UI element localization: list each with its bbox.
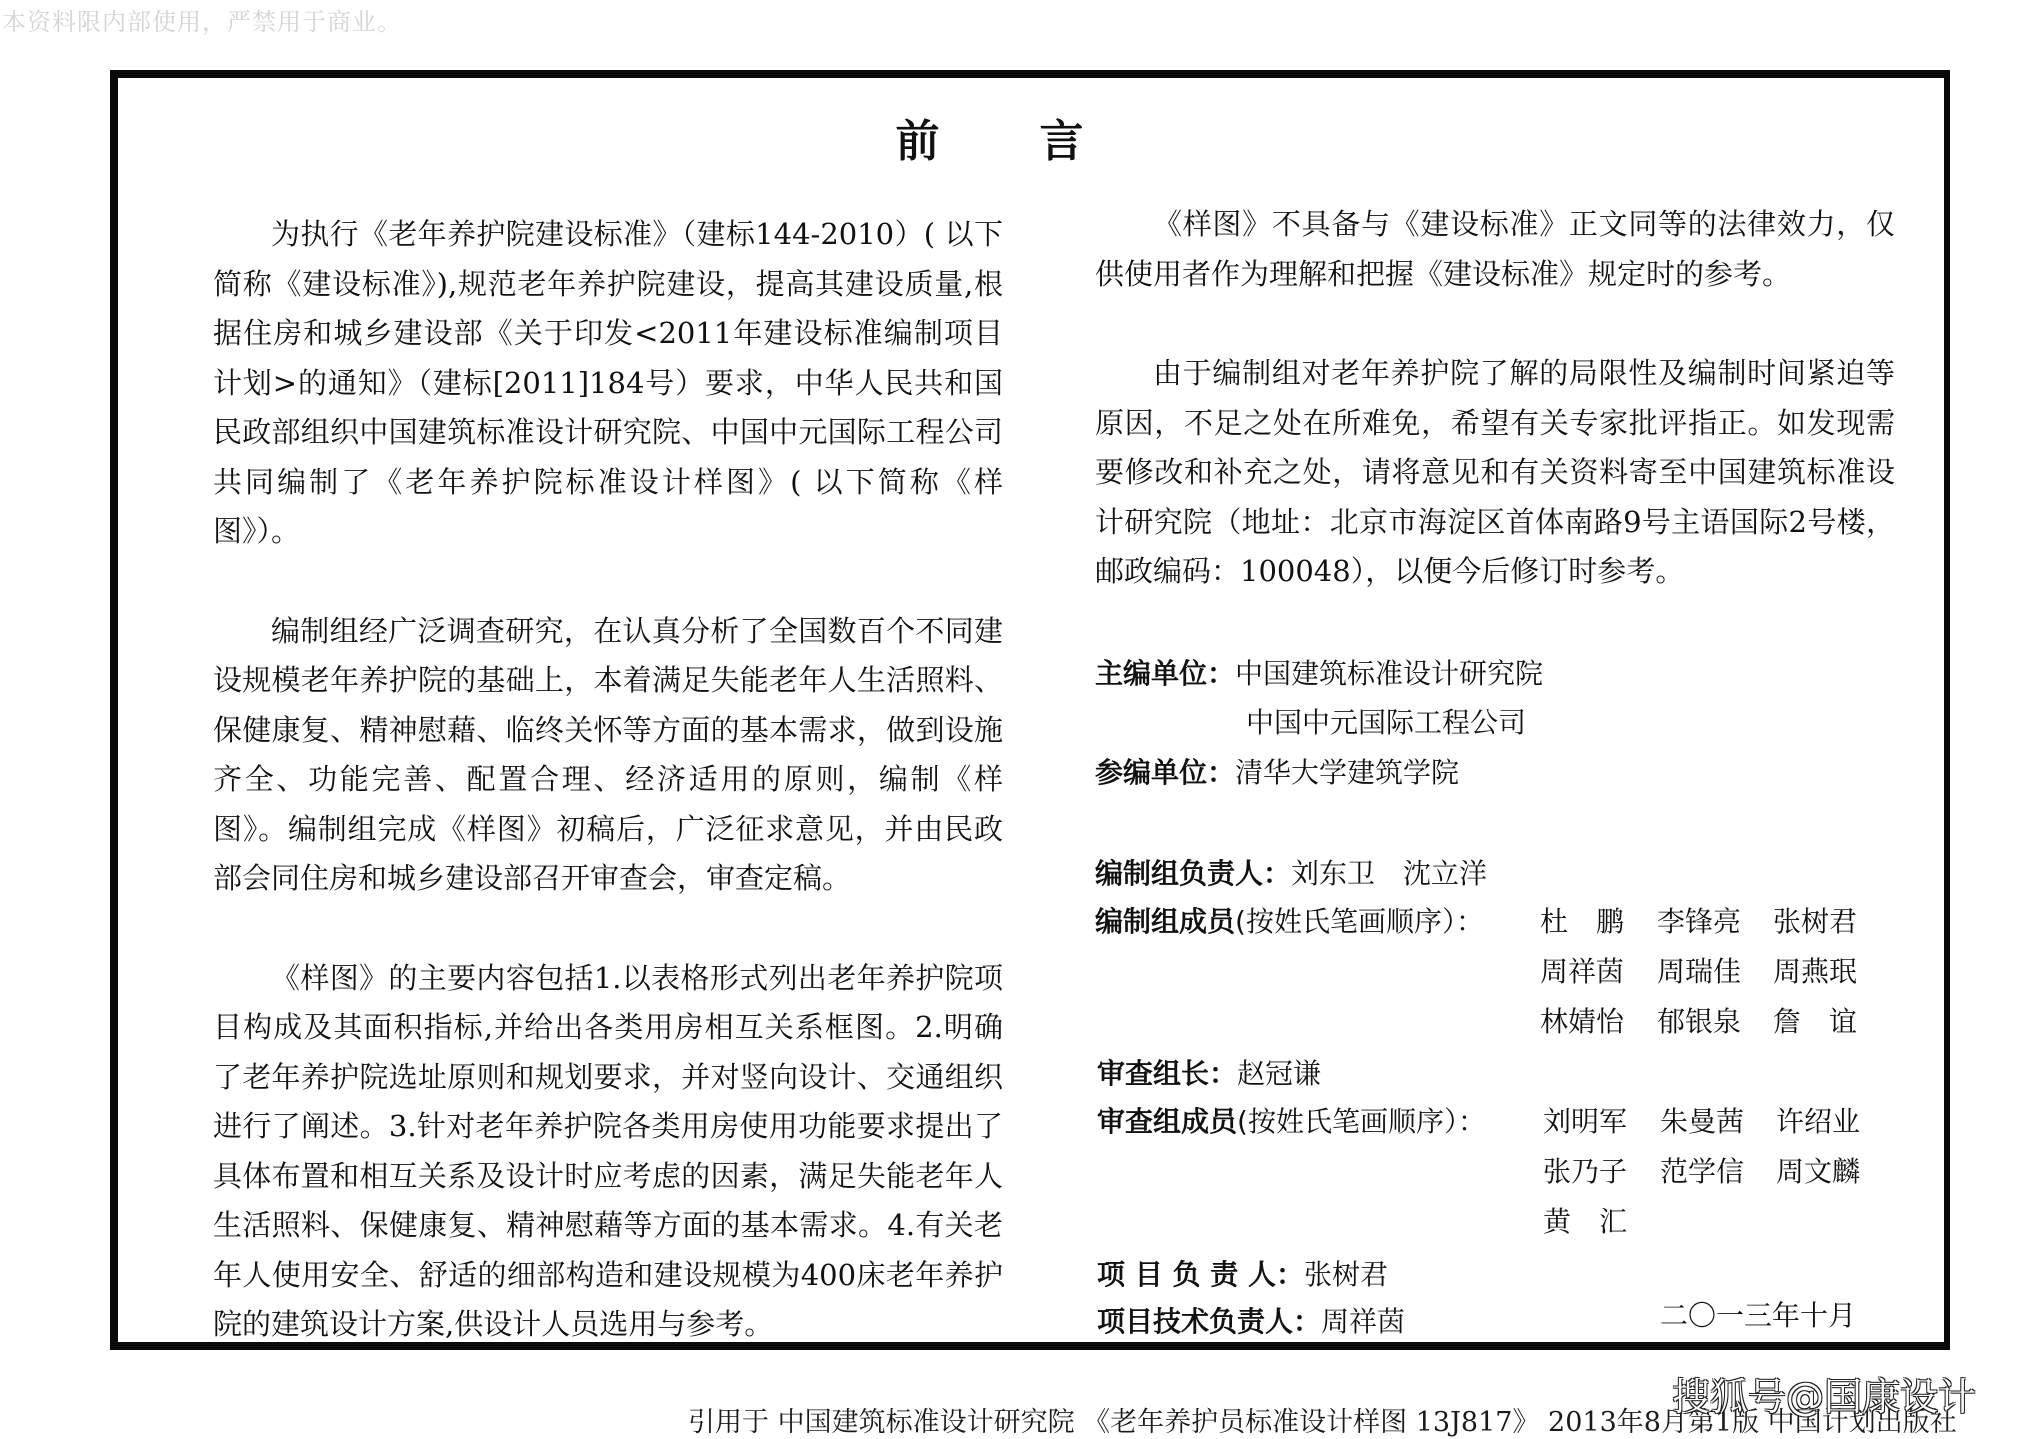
review-member: 张乃子 xyxy=(1543,1155,1628,1188)
group-member: 林婧怡 xyxy=(1540,1005,1625,1038)
group-members-note: (按姓氏笔画顺序）： xyxy=(1235,905,1484,938)
review-leader: 赵冠谦 xyxy=(1237,1057,1322,1090)
left-column xyxy=(213,210,1003,1350)
review-members-label: 审查组成员 xyxy=(1097,1105,1238,1138)
page-title: 前言 xyxy=(895,116,1184,167)
group-member: 詹 谊 xyxy=(1773,1005,1858,1038)
group-member: 郁银泉 xyxy=(1657,1005,1742,1038)
review-member: 许绍业 xyxy=(1776,1105,1861,1138)
chief-unit: 中国建筑标准设计研究院 xyxy=(1235,657,1544,690)
participating-unit: 清华大学建筑学院 xyxy=(1235,756,1460,789)
right-column xyxy=(1095,200,1895,597)
group-leaders-label: 编制组负责人： xyxy=(1095,857,1292,890)
paragraph-contents: 《样图》的主要内容包括1.以表格形式列出老年养护院项目构成及其面积指标,并给出各类用房相互关系框图。2.明确了老年养护院选址原则和规划要求，并对竖向设计、交通组织进行了阐述。3.针对老年养护院各类用房使用功能要求提出了具体布置和相互关系及设计时应考虑的因素，满足失能老年人生活照料、保健康复、精神慰藉等方面的基本需求。4.有关老年人使用安全、舒适的细部构造和建设规模为400床老年养护院的建筑设计方案,供设计人员选用与参考。 xyxy=(213,960,1003,1341)
group-member: 李锋亮 xyxy=(1657,905,1742,938)
group-member: 周燕珉 xyxy=(1773,955,1858,988)
paragraph-feedback: 由于编制组对老年养护院了解的局限性及编制时间紧迫等原因，不足之处在所难免，希望有关专家批评指正。如发现需要修改和补充之处，请将意见和有关资料寄至中国建筑标准设计研究院（地址：北京市海淀区首体南路9号主语国际2号楼，邮政编码：100048），以便今后修订时参考。 xyxy=(1095,356,1895,588)
watermark: 搜狐号@国康设计 xyxy=(1672,1375,1977,1419)
review-member: 周文麟 xyxy=(1776,1155,1861,1188)
group-member: 周瑞佳 xyxy=(1657,955,1742,988)
paragraph-research: 编制组经广泛调查研究，在认真分析了全国数百个不同建设规模老年养护院的基础上，本着满足失能老年人生活照料、保健康复、精神慰藉、临终关怀等方面的基本需求，做到设施齐全、功能完善、配置合理、经济适用的原则，编制《样图》。编制组完成《样图》初稿后，广泛征求意见，并由民政部会同住房和城乡建设部召开审查会，审查定稿。 xyxy=(213,613,1003,895)
review-members-note: (按姓氏笔画顺序）： xyxy=(1237,1105,1486,1138)
date: 二〇一三年十月 xyxy=(1660,1299,1857,1332)
review-leader-label: 审查组长： xyxy=(1097,1057,1238,1090)
group-member: 周祥茵 xyxy=(1540,955,1625,988)
review-member: 朱曼茜 xyxy=(1660,1105,1745,1138)
group-leaders: 刘东卫 沈立洋 xyxy=(1291,857,1488,890)
paragraph-intro: 为执行《老年养护院建设标准》（建标144-2010）( 以下简称《建设标准》),规范老年养护院建设，提高其建设质量,根据住房和城乡建设部《关于印发<2011年建设标准编制项目计划>的通知》（建标[2011]184号）要求，中华人民共和国民政部组织中国建筑标准设计研究院、中国中元国际工程公司共同编制了《老年养护院标准设计样图》( 以下简称《样图》）。 xyxy=(213,217,1003,548)
group-members-label: 编制组成员 xyxy=(1095,905,1236,938)
internal-use-notice: 本资料限内部使用，严禁用于商业。 xyxy=(2,8,402,36)
review-member: 刘明军 xyxy=(1543,1105,1628,1138)
tech-leader-label: 项目技术负责人： xyxy=(1097,1305,1322,1338)
project-leader: 张树君 xyxy=(1304,1258,1389,1291)
paragraph-legal-effect: 《样图》不具备与《建设标准》正文同等的法律效力，仅供使用者作为理解和把握《建设标准》规定时的参考。 xyxy=(1095,207,1895,291)
group-member: 杜 鹏 xyxy=(1540,905,1625,938)
chief-unit: 中国中元国际工程公司 xyxy=(1246,706,1527,739)
group-member: 张树君 xyxy=(1773,905,1858,938)
participating-units-label: 参编单位： xyxy=(1095,756,1236,789)
review-member: 黄 汇 xyxy=(1543,1205,1628,1238)
review-member: 范学信 xyxy=(1660,1155,1745,1188)
tech-leader: 周祥茵 xyxy=(1321,1305,1406,1338)
citation-footer: 引用于 中国建筑标准设计研究院 《老年养护员标准设计样图 13J817》 2013年8月第1版 中国计划出版社 xyxy=(688,1407,1957,1438)
project-leader-label: 项 目 负 责 人： xyxy=(1097,1258,1304,1291)
chief-units-label: 主编单位： xyxy=(1095,657,1236,690)
